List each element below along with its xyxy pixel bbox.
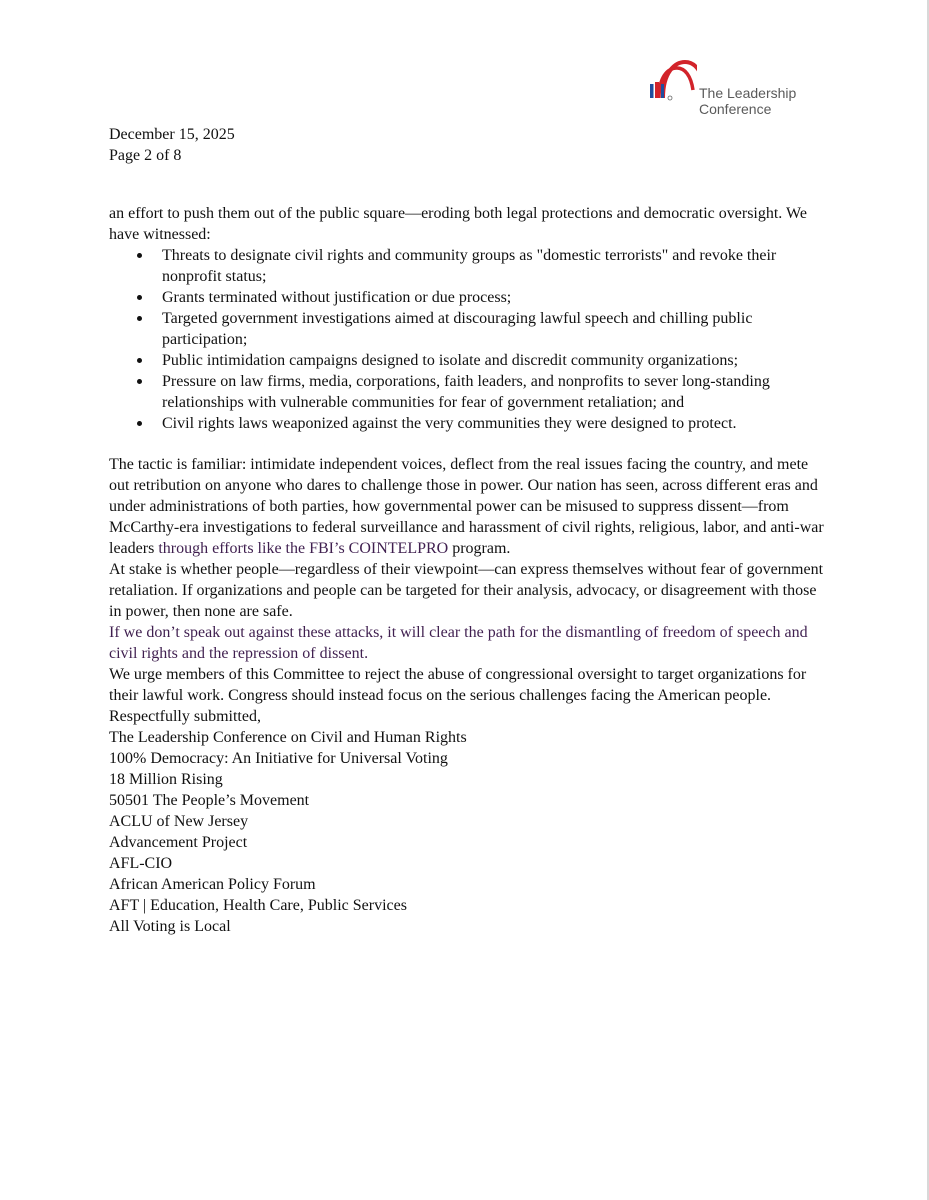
list-item: Advancement Project — [109, 834, 248, 851]
speak-out-paragraph: If we don’t speak out against these attacks, it will clear the path for the dismantling of freedom of speech and civil rights and the repression of dissent. — [109, 624, 808, 662]
logo-blue-bar-1 — [650, 84, 654, 98]
stake-paragraph: At stake is whether people—regardless of their viewpoint—can express themselves without fear of government retaliation. If organizations and people can be targeted for their analysis, advocacy, or disagreement with those in power, then none are safe. — [109, 561, 824, 620]
bullet-icon — [137, 379, 142, 384]
letter-header — [109, 124, 829, 166]
bullet-icon — [137, 358, 142, 363]
list-item: African American Policy Forum — [109, 876, 316, 893]
bullet-icon — [137, 253, 142, 258]
logo-wordmark — [699, 85, 796, 117]
signer-organizations — [109, 748, 829, 937]
closing-line: Respectfully submitted, — [109, 708, 261, 725]
leadership-conference-logo — [649, 58, 809, 118]
logo-blue-bar-2 — [661, 84, 664, 98]
list-item: All Voting is Local — [109, 918, 231, 935]
list-item: Public intimidation campaigns designed to isolate and discredit community organizations; — [162, 350, 829, 371]
tactic-paragraph: The tactic is familiar: intimidate independent voices, deflect from the real issues facing the country, and mete out retribution on anyone who dares to challenge those in power. Our nation has seen, across different eras and under administrations of both parties, how governmental power can be misused to suppress dissent—from McCarthy-era investigations to federal surveillance and harassment of civil rights, religious, labor, and anti-war leaders through efforts like the FBI’s COINTELPRO program. — [109, 456, 824, 557]
list-item: 100% Democracy: An Initiative for Universal Voting — [109, 750, 448, 767]
list-item: Civil rights laws weaponized against the very communities they were designed to protect. — [162, 413, 829, 434]
list-item: 50501 The People’s Movement — [109, 792, 310, 809]
list-item: Pressure on law firms, media, corporations, faith leaders, and nonprofits to sever long-standing relationships with vulnerable communities for fear of government retaliation; and — [162, 371, 829, 413]
letter-date: December 15, 2025 — [109, 126, 235, 143]
list-item: ACLU of New Jersey — [109, 813, 249, 830]
signatory: The Leadership Conference on Civil and Human Rights — [109, 729, 467, 746]
witnessed-list — [109, 245, 829, 434]
logo-text-line2: Conference — [699, 101, 772, 117]
logo-registered-mark — [668, 96, 672, 100]
list-item: Targeted government investigations aimed at discouraging lawful speech and chilling public participation; — [162, 308, 829, 350]
arches-logo-icon — [649, 58, 697, 102]
list-item: AFL-CIO — [109, 855, 173, 872]
list-item: 18 Million Rising — [109, 771, 223, 788]
logo-text-line1: The Leadership — [699, 85, 797, 101]
urge-paragraph: We urge members of this Committee to reject the abuse of congressional oversight to target organizations for their lawful work. Congress should instead focus on the serious challenges facing the American people. — [109, 666, 807, 704]
bullet-icon — [137, 295, 142, 300]
logo-red-bar — [655, 82, 659, 98]
page-number: Page 2 of 8 — [109, 147, 182, 164]
bullet-icon — [137, 421, 142, 426]
intro-paragraph: an effort to push them out of the public square—eroding both legal protections and democratic oversight. We have witnessed: — [109, 205, 807, 243]
bullet-icon — [137, 316, 142, 321]
list-item: Grants terminated without justification or due process; — [162, 287, 829, 308]
letter-content — [109, 124, 829, 937]
list-item: AFT | Education, Health Care, Public Services — [109, 897, 407, 914]
list-item: Threats to designate civil rights and community groups as "domestic terrorists" and revoke their nonprofit status; — [162, 245, 829, 287]
